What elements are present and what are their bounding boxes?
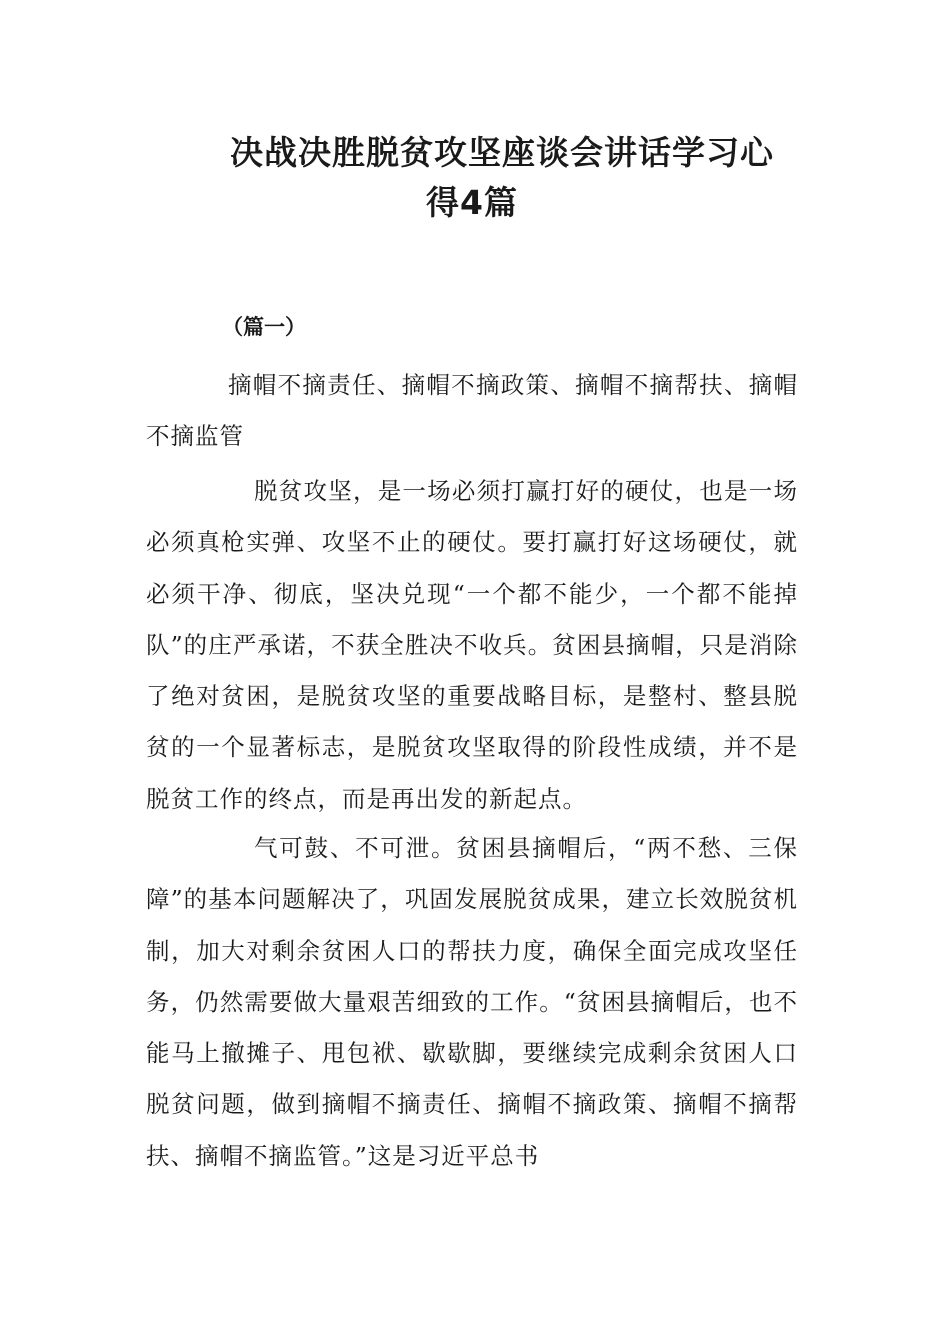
title-line-2: 得4篇 bbox=[426, 183, 518, 222]
paragraph-1: 脱贫攻坚，是一场必须打赢打好的硬仗，也是一场必须真枪实弹、攻坚不止的硬仗。要打赢打好这场硬仗，就必须干净、彻底，坚决兑现“一个都不能少，一个都不能掉队”的庄严承诺，不获全胜决不收兵。贫困县摘帽，只是消除了绝对贫困，是脱贫攻坚的重要战略目标，是整村、整县脱贫的一个显著标志，是脱贫攻坚取得的阶段性成绩，并不是脱贫工作的终点，而是再出发的新起点。 bbox=[146, 477, 798, 813]
paragraph-2: 气可鼓、不可泄。贫困县摘帽后，“两不愁、三保障”的基本问题解决了，巩固发展脱贫成果，建立长效脱贫机制，加大对剩余贫困人口的帮扶力度，确保全面完成攻坚任务，仍然需要做大量艰苦细致的工作。“贫困县摘帽后，也不能马上撤摊子、甩包袱、歇歇脚，要继续完成剩余贫困人口脱贫问题，做到摘帽不摘责任、摘帽不摘政策、摘帽不摘帮扶、摘帽不摘监管。”这是习近平总书 bbox=[146, 834, 798, 1170]
title-line-1: 决战决胜脱贫攻坚座谈会讲话学习心 bbox=[230, 133, 774, 172]
paragraph-subheading: 摘帽不摘责任、摘帽不摘政策、摘帽不摘帮扶、摘帽不摘监管 bbox=[146, 371, 798, 451]
section-label: （篇一） bbox=[222, 315, 306, 339]
document-title bbox=[230, 128, 810, 228]
